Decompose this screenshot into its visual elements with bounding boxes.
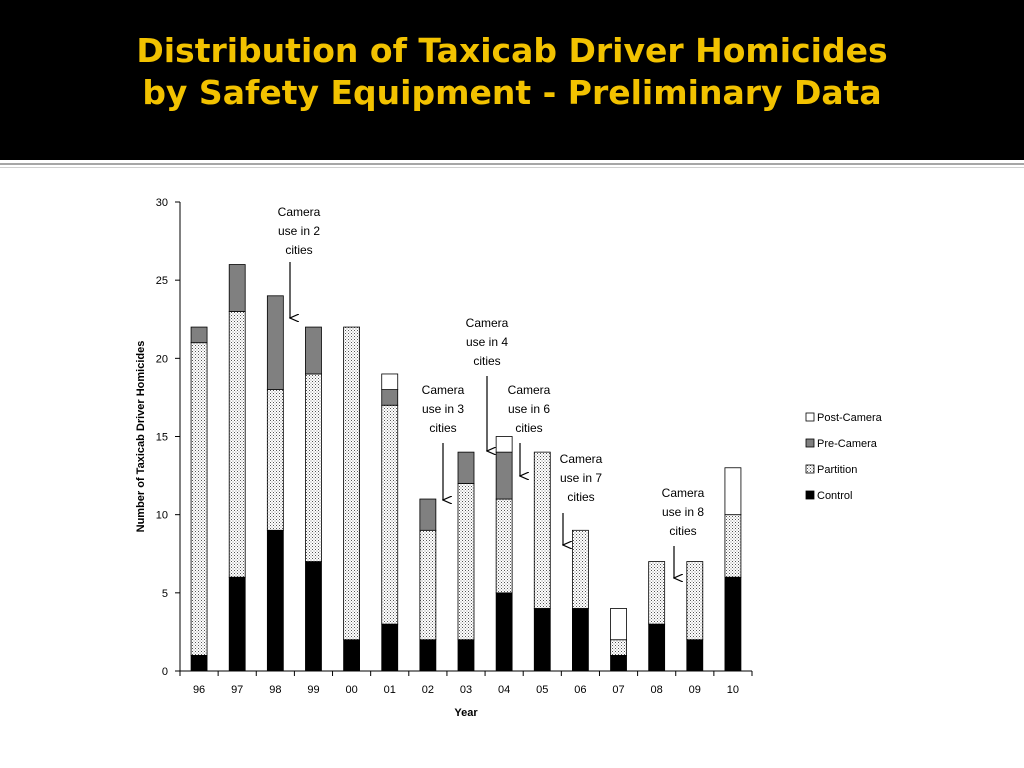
annotation-text: cities xyxy=(669,524,697,538)
slide-title-line-2: by Safety Equipment - Preliminary Data xyxy=(142,73,882,112)
bar-control-96 xyxy=(191,655,207,671)
bar-pre-camera-99 xyxy=(305,327,321,374)
x-axis-label: Year xyxy=(454,707,478,719)
bar-post-camera-10 xyxy=(725,468,741,515)
annotation-text: cities xyxy=(285,243,313,257)
x-tick-label: 98 xyxy=(269,684,282,696)
y-tick-label: 15 xyxy=(155,431,168,444)
y-tick-label: 0 xyxy=(161,666,168,678)
bar-partition-00 xyxy=(344,327,360,640)
legend-swatch-post-camera xyxy=(806,413,814,421)
x-tick-label: 01 xyxy=(383,684,396,696)
bar-control-97 xyxy=(229,577,245,671)
bar-partition-97 xyxy=(229,311,245,577)
bar-control-06 xyxy=(572,608,588,671)
bar-pre-camera-02 xyxy=(420,499,436,530)
bar-partition-08 xyxy=(649,562,665,625)
x-tick-label: 03 xyxy=(459,684,473,696)
annotation-text: use in 6 xyxy=(507,402,551,416)
annotation-text: cities xyxy=(515,421,543,435)
y-tick-label: 10 xyxy=(155,509,168,522)
bar-partition-04 xyxy=(496,499,512,593)
chart-legend xyxy=(806,412,883,502)
bar-pre-camera-96 xyxy=(191,327,207,343)
x-tick-label: 04 xyxy=(498,684,511,696)
legend-label: Partition xyxy=(817,464,858,476)
x-tick-label: 00 xyxy=(345,684,358,696)
y-tick-label: 20 xyxy=(155,353,168,366)
bar-pre-camera-97 xyxy=(229,265,245,312)
bar-post-camera-04 xyxy=(496,437,512,453)
bar-pre-camera-01 xyxy=(382,390,398,406)
bar-post-camera-07 xyxy=(611,608,627,639)
x-tick-label: 02 xyxy=(421,684,434,696)
annotation-text: use in 2 xyxy=(277,224,321,238)
annotation-text: Camera xyxy=(507,383,551,397)
annotation-text: cities xyxy=(473,354,501,368)
chart-annotations xyxy=(278,205,705,578)
x-tick-label: 97 xyxy=(231,684,244,696)
bar-control-03 xyxy=(458,640,474,671)
bar-control-07 xyxy=(611,655,627,671)
bar-partition-06 xyxy=(572,530,588,608)
legend-swatch-partition xyxy=(806,465,814,473)
bar-control-00 xyxy=(344,640,360,671)
annotation-text: Camera xyxy=(559,452,603,466)
annotation-text: use in 3 xyxy=(421,402,465,416)
annotation-text: Camera xyxy=(277,205,321,219)
y-tick-label: 25 xyxy=(155,275,168,288)
annotation-text: Camera xyxy=(465,316,509,330)
slide-title-line-1: Distribution of Taxicab Driver Homicides xyxy=(136,31,888,70)
x-tick-label: 06 xyxy=(574,684,587,696)
bar-partition-10 xyxy=(725,515,741,578)
bar-control-05 xyxy=(534,608,550,671)
bar-pre-camera-03 xyxy=(458,452,474,483)
bar-control-04 xyxy=(496,593,512,671)
y-tick-label: 5 xyxy=(161,587,168,600)
annotation-text: Camera xyxy=(661,486,705,500)
annotation-text: use in 8 xyxy=(661,505,705,519)
bar-partition-98 xyxy=(267,390,283,531)
annotation-text: cities xyxy=(567,490,595,504)
legend-label: Control xyxy=(817,490,853,502)
bar-pre-camera-04 xyxy=(496,452,512,499)
annotation-text: use in 4 xyxy=(465,335,509,349)
bar-partition-02 xyxy=(420,530,436,639)
annotation-text: cities xyxy=(429,421,457,435)
annotation-text: use in 7 xyxy=(559,471,603,485)
bar-control-10 xyxy=(725,577,741,671)
legend-swatch-pre-camera xyxy=(806,439,814,447)
bar-partition-99 xyxy=(305,374,321,562)
legend-swatch-control xyxy=(806,491,814,499)
bar-pre-camera-98 xyxy=(267,296,283,390)
bar-control-02 xyxy=(420,640,436,671)
bar-control-08 xyxy=(649,624,665,671)
legend-label: Post-Camera xyxy=(817,412,882,424)
x-tick-label: 96 xyxy=(192,684,206,696)
annotation-text: Camera xyxy=(421,383,465,397)
bar-partition-01 xyxy=(382,405,398,624)
bar-control-98 xyxy=(267,530,283,671)
y-tick-label: 30 xyxy=(155,197,168,209)
bar-control-99 xyxy=(305,562,321,671)
bar-partition-07 xyxy=(611,640,627,656)
bar-control-09 xyxy=(687,640,703,671)
x-tick-label: 09 xyxy=(688,684,701,696)
bar-post-camera-01 xyxy=(382,374,398,390)
bar-partition-96 xyxy=(191,343,207,656)
x-tick-label: 10 xyxy=(726,684,740,696)
bar-partition-05 xyxy=(534,452,550,608)
bar-control-01 xyxy=(382,624,398,671)
bar-partition-03 xyxy=(458,483,474,639)
x-tick-label: 08 xyxy=(650,684,663,696)
legend-label: Pre-Camera xyxy=(817,438,877,450)
bar-partition-09 xyxy=(687,562,703,640)
x-tick-label: 05 xyxy=(536,684,549,696)
x-tick-label: 99 xyxy=(307,684,320,696)
y-axis-label: Number of Taxicab Driver Homicides xyxy=(135,340,147,533)
x-tick-label: 07 xyxy=(612,684,625,696)
